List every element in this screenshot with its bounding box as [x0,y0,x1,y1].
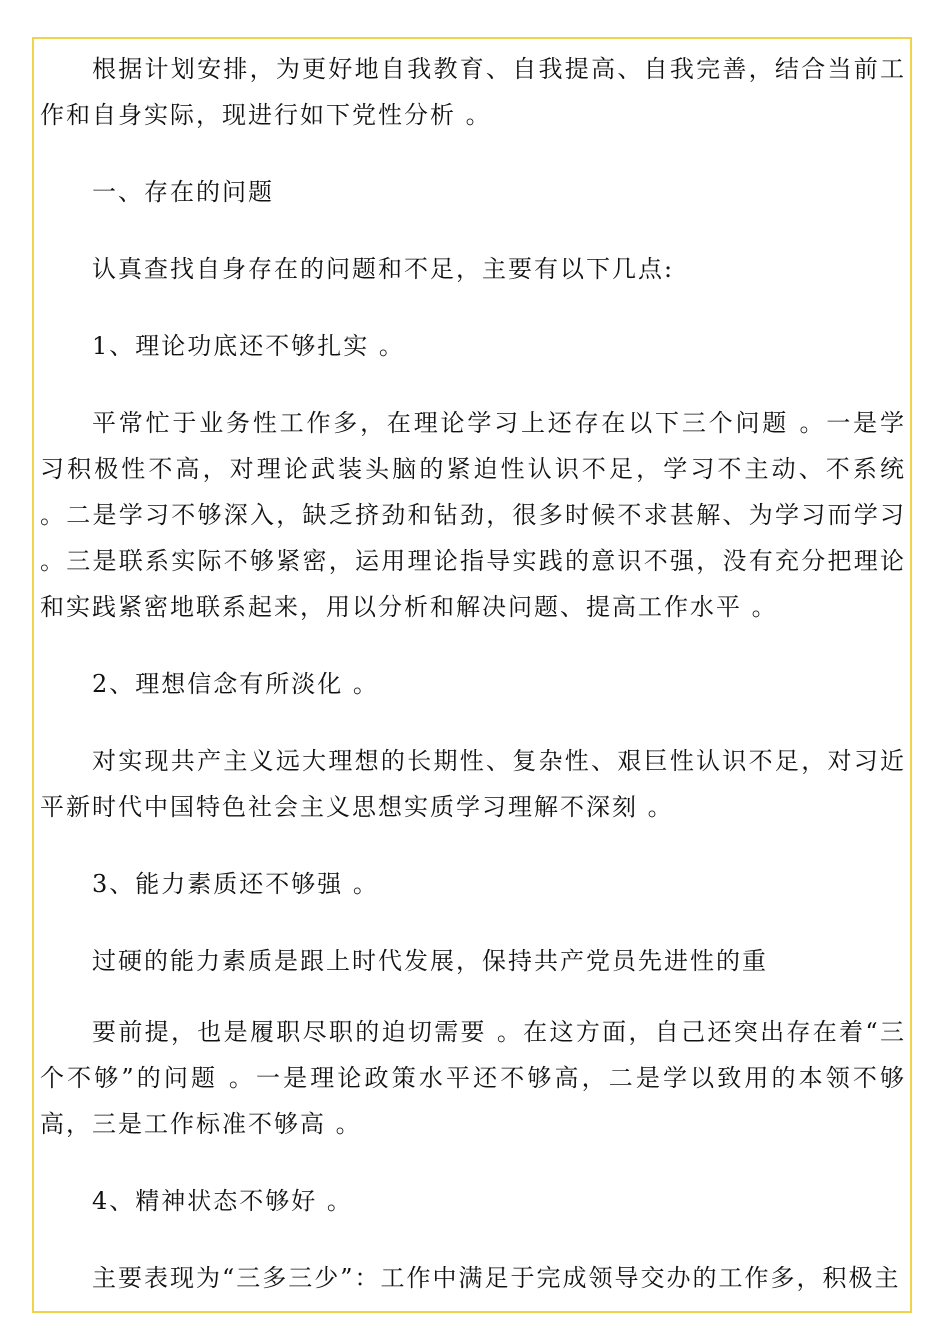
item-body-1: 平常忙于业务性工作多，在理论学习上还存在以下三个问题 。一是学习积极性不高，对理论武装头脑的紧迫性认识不足，学习不主动、不系统 。二是学习不够深入，缺乏挤劲和钻劲，很多时候不求甚解、为学习而学习 。三是联系实际不够紧密，运用理论指导实践的意识不强，没有充分把理论和实践紧密地联系起来，用以分析和解决问题、提高工作水平 。 [40,409,906,621]
item-heading-3: 3、能力素质还不够强 。 [92,870,379,898]
document-body [40,46,906,1301]
item-body-3-part-1: 过硬的能力素质是跟上时代发展，保持共产党员先进性的重 [92,947,768,975]
item-body-2: 对实现共产主义远大理想的长期性、复杂性、艰巨性认识不足，对习近平新时代中国特色社会主义思想实质学习理解不深刻 。 [40,747,906,821]
section-heading: 一、存在的问题 [92,178,274,206]
section-intro: 认真查找自身存在的问题和不足，主要有以下几点: [92,255,675,283]
item-heading-2: 2、理想信念有所淡化 。 [92,670,379,698]
item-heading-1: 1、理论功底还不够扎实 。 [92,332,405,360]
item-heading-4: 4、精神状态不够好 。 [92,1187,353,1215]
item-body-4: 主要表现为“三多三少”：工作中满足于完成领导交办的工作多，积极主 [92,1264,901,1292]
intro-paragraph: 根据计划安排，为更好地自我教育、自我提高、自我完善，结合当前工作和自身实际，现进行如下党性分析 。 [40,55,906,129]
item-body-3-part-2: 要前提，也是履职尽职的迫切需要 。在这方面，自己还突出存在着“三个不够”的问题 。一是理论政策水平还不够高，二是学以致用的本领不够高，三是工作标准不够高 。 [40,1018,906,1138]
